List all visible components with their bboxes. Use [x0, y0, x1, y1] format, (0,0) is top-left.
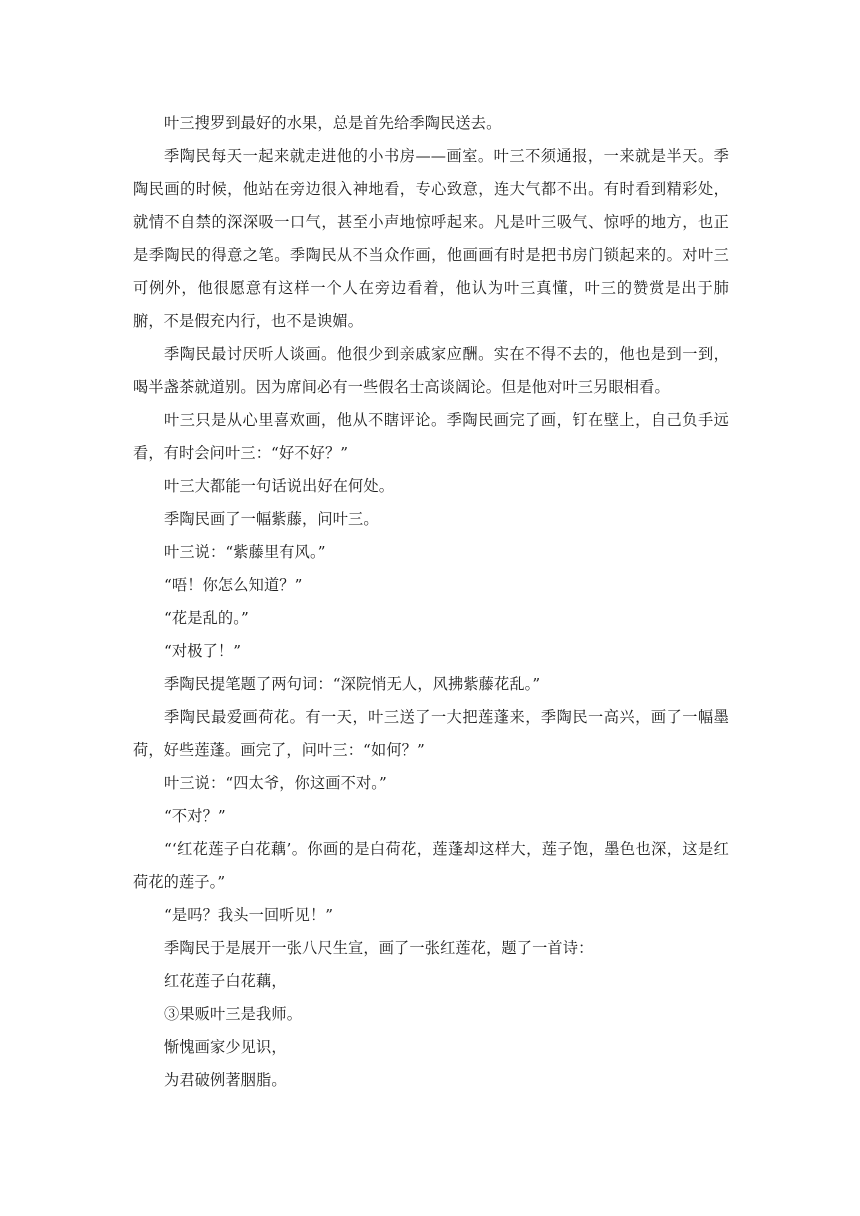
paragraph-9: “花是乱的。”: [164, 609, 249, 627]
poem-line-4: 为君破例著胭脂。: [164, 1071, 287, 1089]
paragraph-15: “‘红花莲子白花藕’。你画的是白荷花，莲蓬却这样大，莲子饱，墨色也深，这是红荷花的莲子。”: [133, 840, 729, 891]
story-text: [133, 107, 729, 1097]
poem-line-3: 惭愧画家少见识，: [164, 1038, 287, 1056]
paragraph-7: 叶三说：“紫藤里有风。”: [164, 543, 326, 561]
paragraph-10: “对极了！”: [164, 642, 242, 660]
paragraph-3: 季陶民最讨厌听人谈画。他很少到亲戚家应酬。实在不得不去的，他也是到一到，喝半盏茶就道别。因为席间必有一些假名士高谈阔论。但是他对叶三另眼相看。: [133, 345, 729, 396]
paragraph-2: 季陶民每天一起来就走进他的小书房——画室。叶三不须通报，一来就是半天。季陶民画的时候，他站在旁边很入神地看，专心致意，连大气都不出。有时看到精彩处，就情不自禁的深深吸一口气，甚至小声地惊呼起来。凡是叶三吸气、惊呼的地方，也正是季陶民的得意之笔。季陶民从不当众作画，他画画有时是把书房门锁起来的。对叶三可例外，他很愿意有这样一个人在旁边看着，他认为叶三真懂，叶三的赞赏是出于肺腑，不是假充内行，也不是谀媚。: [133, 147, 729, 330]
paragraph-16: “是吗？我头一回听见！”: [164, 906, 334, 924]
paragraph-6: 季陶民画了一幅紫藤，问叶三。: [164, 510, 379, 528]
paragraph-4: 叶三只是从心里喜欢画，他从不瞎评论。季陶民画完了画，钉在壁上，自己负手远看，有时会问叶三：“好不好？”: [133, 411, 729, 462]
paragraph-13: 叶三说：“四太爷，你这画不对。”: [164, 774, 387, 792]
paragraph-12: 季陶民最爱画荷花。有一天，叶三送了一大把莲蓬来，季陶民一高兴，画了一幅墨荷，好些莲蓬。画完了，问叶三：“如何？”: [133, 708, 729, 759]
paragraph-11: 季陶民提笔题了两句词：“深院悄无人，风拂紫藤花乱。”: [164, 675, 541, 693]
paragraph-5: 叶三大都能一句话说出好在何处。: [164, 477, 395, 495]
paragraph-8: “唔！你怎么知道？”: [164, 576, 303, 594]
paragraph-14: “不对？”: [164, 807, 226, 825]
poem-line-1: 红花莲子白花藕，: [164, 972, 287, 990]
paragraph-1: 叶三搜罗到最好的水果，总是首先给季陶民送去。: [164, 114, 502, 132]
paragraph-17: 季陶民于是展开一张八尺生宣，画了一张红莲花，题了一首诗：: [164, 939, 594, 957]
poem-line-2: ③果贩叶三是我师。: [164, 1005, 303, 1023]
